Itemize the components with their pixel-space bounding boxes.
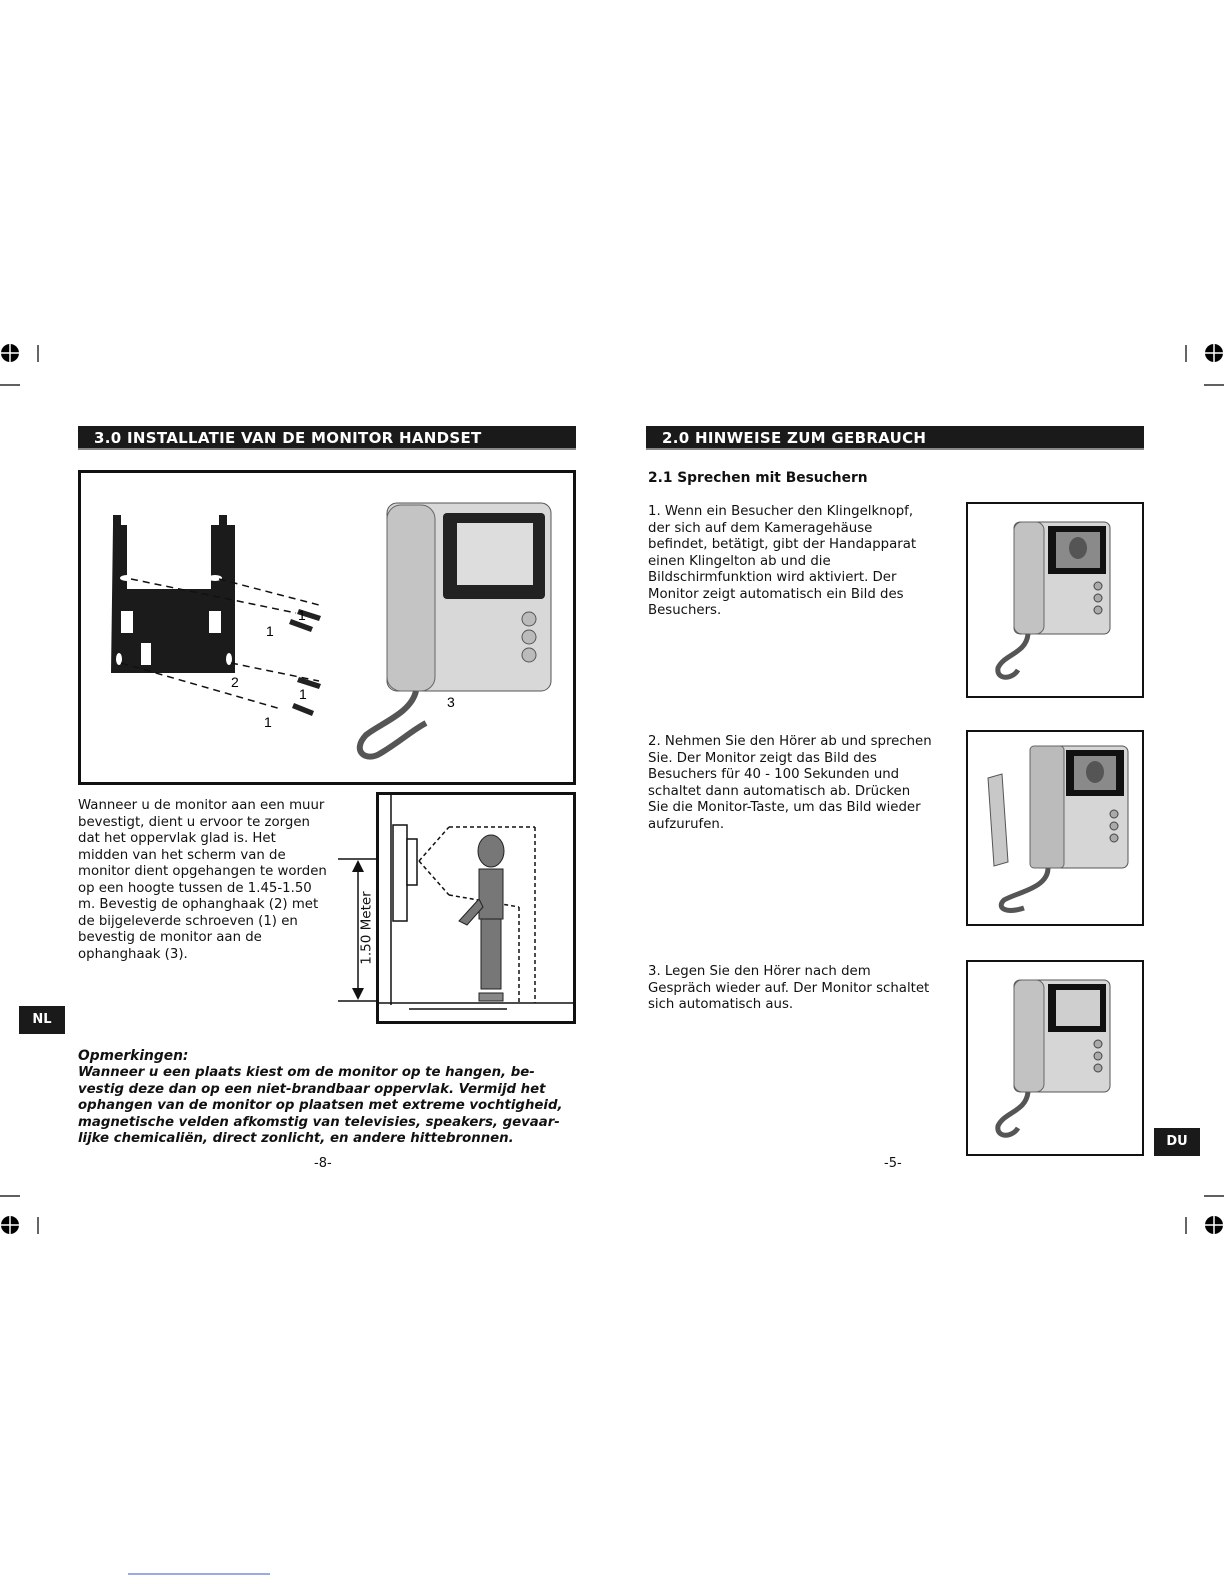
step-3-text: 3. Legen Sie den Hörer nach dem Gespräch wieder auf. Der Monitor schaltet sich automatisch aus. xyxy=(648,964,930,1012)
height-label: 1.50 Meter xyxy=(358,891,375,965)
step-2-text: 2. Nehmen Sie den Hörer ab und sprechen Sie. Der Monitor zeigt das Bild des Besuchers für 40 - 100 Sekunden und schaltet dann automatisch ab. Drücken Sie die Monitor-Taste, um das Bild wieder aufzurufen. xyxy=(648,734,932,832)
step-2-image xyxy=(966,730,1144,926)
mounting-figure xyxy=(78,470,576,785)
label-screw: 1 xyxy=(266,623,274,639)
label-screw: 1 xyxy=(264,714,272,730)
registration-mark-icon xyxy=(0,343,20,363)
page-number-right: -5- xyxy=(884,1156,902,1171)
height-diagram xyxy=(376,792,576,1024)
step-1-text: 1. Wenn ein Besucher den Klingelknopf, der sich auf dem Kameragehäuse befindet, betätigt, gibt der Handapparat einen Klingelton ab und die Bildschirmfunktion wird aktiviert. Der Monitor zeigt automatisch ein Bild des Besuchers. xyxy=(648,504,917,618)
language-tab-du: DU xyxy=(1154,1128,1200,1156)
mounting-bracket xyxy=(111,515,235,673)
notes-title: Opmerkingen: xyxy=(78,1048,189,1064)
section-heading-du: 2.0 HINWEISE ZUM GEBRAUCH xyxy=(646,426,1144,450)
step-3-image xyxy=(966,960,1144,1156)
person-figure xyxy=(459,835,504,1001)
registration-mark-icon xyxy=(1204,343,1224,363)
label-screw: 1 xyxy=(299,686,307,702)
notes-text: Wanneer u een plaats kiest om de monitor op te hangen, be- vestig deze dan op een niet-brandbaar oppervlak. Vermijd het ophangen van de monitor op plaatsen met extreme vochtigheid, magnetische velden afkomstig van televisies, speakers, gevaar- lijke chemicaliën, direct zonlicht, en andere hittebronnen. xyxy=(78,1065,563,1146)
label-screw: 1 xyxy=(298,607,306,623)
page-number-left: -8- xyxy=(314,1156,332,1171)
monitor-handset xyxy=(360,503,551,757)
language-tab-nl: NL xyxy=(19,1006,65,1034)
registration-mark-icon xyxy=(1204,1215,1224,1235)
label-monitor: 3 xyxy=(447,694,455,710)
label-bracket: 2 xyxy=(231,674,239,690)
installation-body-text: Wanneer u de monitor aan een muur bevestigt, dient u ervoor te zorgen dat het oppervlak glad is. Het midden van het scherm van de monitor dient opgehangen te worden op een hoogte tussen de 1.45-1.50 m. Bevestig de ophanghaak (2) met de bijgeleverde schroeven (1) en bevestig de monitor aan de ophanghaak (3). xyxy=(78,798,327,962)
step-1-image xyxy=(966,502,1144,698)
registration-mark-icon xyxy=(0,1215,20,1235)
wall-height-illustration xyxy=(379,795,573,1021)
subsection-heading: 2.1 Sprechen mit Besuchern xyxy=(648,470,868,486)
bracket-and-monitor-illustration xyxy=(81,473,573,782)
section-heading-nl: 3.0 INSTALLATIE VAN DE MONITOR HANDSET xyxy=(78,426,576,450)
